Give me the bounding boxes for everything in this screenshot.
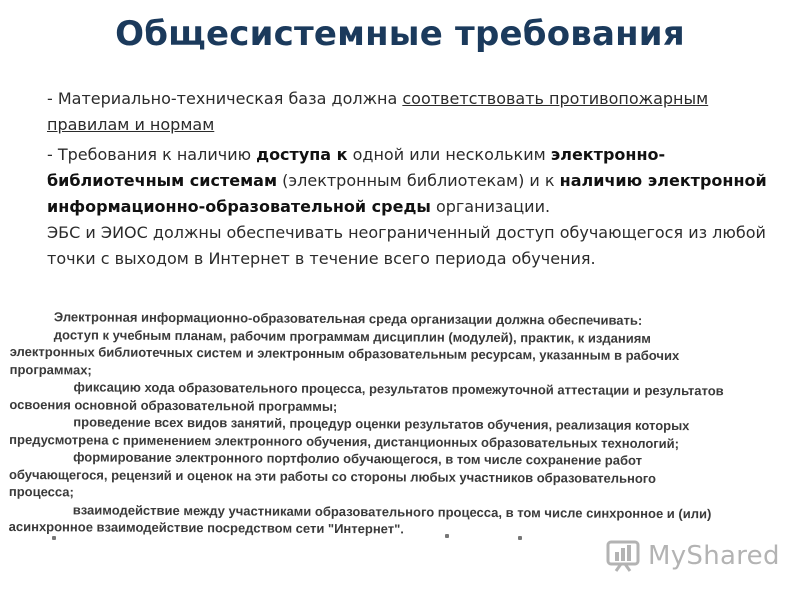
- scan-line: взаимодействие между участниками образовательного процесса, в том числе синхронное и (или): [72, 501, 712, 521]
- scan-artifact: [52, 536, 56, 540]
- bullet-text: - Требования к наличию: [47, 145, 257, 164]
- myshared-logo-icon: [606, 539, 642, 573]
- bullet-item-ebs: [47, 142, 767, 272]
- bullet-bold-text: наличию электронной информационно-образовательной среды: [47, 171, 767, 216]
- scan-line: доступ к учебным планам, рабочим программам дисциплин (модулей), практик, к изданиям: [53, 326, 651, 346]
- scan-line: освоения основной образовательной программы;: [9, 396, 338, 414]
- scan-line: обучающегося, рецензий и оценок на эти работы со стороны любых участников образовательного: [8, 466, 657, 486]
- scan-line: проведение всех видов занятий, процедур оценки результатов обучения, реализация которых: [73, 414, 690, 434]
- scan-line: асинхронное взаимодействие посредством сети "Интернет".: [8, 518, 404, 537]
- bullet-text: - Материально-техническая база должна: [47, 89, 403, 108]
- bullet-item-facilities: [47, 86, 767, 138]
- scan-line: формирование электронного портфолио обучающегося, в том числе сохранение работ: [73, 449, 643, 468]
- scan-artifact: [518, 536, 522, 540]
- scan-line: Электронная информационно-образовательная среда организации должна обеспечивать:: [53, 309, 643, 328]
- scan-line: программах;: [9, 361, 92, 378]
- bullet-text: (электронным библиотекам) и к: [277, 171, 560, 190]
- scan-line: фиксацию хода образовательного процесса, результатов промежуточной аттестации и результатов: [73, 379, 724, 399]
- scan-line: процесса;: [8, 483, 74, 500]
- watermark-text: MyShared: [648, 541, 780, 571]
- scan-line: электронных библиотечных систем и электронным образовательным ресурсам, указанным в рабочих: [9, 343, 680, 364]
- bullet-text: организации.: [430, 197, 551, 216]
- bullet-underlined-text: соответствовать противопожарным правилам и нормам: [47, 89, 709, 134]
- bullet-list: [47, 86, 767, 276]
- watermark: [606, 536, 780, 576]
- scanned-excerpt: [9, 308, 770, 540]
- bullet-bold-text: электронно-библиотечным системам: [47, 145, 666, 190]
- bullet-text: ЭБС и ЭИОС должны обеспечивать неограниченный доступ обучающегося из любой точки с выходом в Интернет в течение всего периода обучения.: [47, 223, 766, 268]
- scan-artifact: [445, 534, 449, 538]
- bullet-bold-text: доступа к: [256, 145, 348, 164]
- bullet-text: одной или нескольким: [347, 145, 551, 164]
- scan-line: предусмотрена с применением электронного обучения, дистанционных образовательных технологий;: [9, 431, 680, 451]
- slide-title: Общесистемные требования: [115, 14, 685, 54]
